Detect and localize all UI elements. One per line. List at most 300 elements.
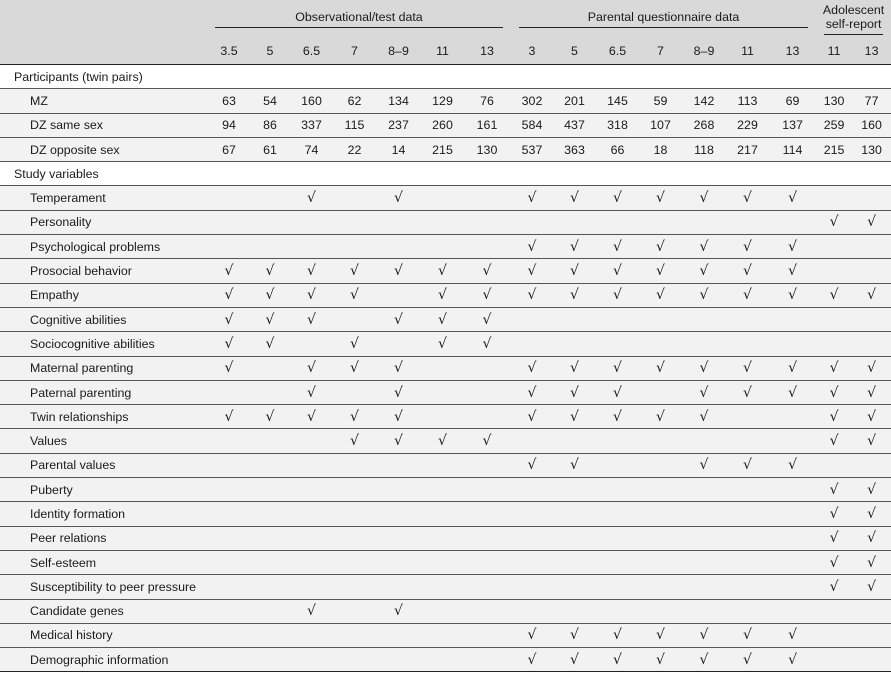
check-cell [334,478,375,502]
check-cell [769,332,816,356]
check-icon: √ [867,554,877,571]
row-label: Personality [0,210,207,234]
check-icon: √ [307,263,316,280]
value-cell: 302 [511,89,553,113]
check-icon: √ [307,603,316,620]
check-icon: √ [743,238,752,255]
check-icon: √ [788,384,797,401]
check-cell [639,526,682,550]
check-icon: √ [867,578,877,595]
check-icon: √ [570,408,579,425]
check-cell [375,307,422,331]
check-cell [463,453,511,477]
check-cell [769,623,816,647]
check-cell [553,405,596,429]
check-icon: √ [699,651,709,668]
check-cell [816,648,852,672]
check-cell [816,575,852,599]
check-cell [251,623,289,647]
check-cell [251,332,289,356]
check-cell [207,405,251,429]
check-cell [422,575,463,599]
check-cell [289,283,334,307]
row-label: Candidate genes [0,599,207,623]
check-icon: √ [613,263,622,280]
row-label: Puberty [0,478,207,502]
age-header: 13 [864,44,879,58]
check-cell [852,186,891,210]
check-icon: √ [394,408,403,425]
value-cell: 129 [422,89,463,113]
check-icon: √ [527,360,537,377]
check-cell [682,210,726,234]
check-cell [682,502,726,526]
check-cell [553,478,596,502]
check-icon: √ [829,360,839,377]
check-cell [511,259,553,283]
value-cell: 63 [207,89,251,113]
row-label: MZ [0,89,207,113]
age-header: 7 [657,44,664,58]
check-cell [726,478,769,502]
group-header-self-report [816,0,891,38]
check-icon: √ [570,651,579,668]
value-cell: 217 [726,137,769,161]
check-cell [511,648,553,672]
check-icon: √ [613,408,622,425]
value-cell: 18 [639,137,682,161]
check-cell [422,648,463,672]
check-cell [289,478,334,502]
table-row [0,137,891,161]
check-icon: √ [788,651,797,668]
check-cell [289,356,334,380]
check-cell [375,623,422,647]
row-label: Prosocial behavior [0,259,207,283]
check-cell [726,623,769,647]
check-cell [251,235,289,259]
value-cell: 86 [251,113,289,137]
check-cell [511,526,553,550]
check-cell [726,599,769,623]
value-cell: 69 [769,89,816,113]
check-cell [596,307,639,331]
check-cell [334,648,375,672]
check-cell [639,478,682,502]
check-icon: √ [656,360,665,377]
check-cell [553,332,596,356]
check-cell [334,526,375,550]
age-row-label [0,38,207,65]
group-header-parental [511,0,816,38]
check-cell [682,283,726,307]
check-cell [289,210,334,234]
check-icon: √ [224,263,234,280]
check-cell [596,405,639,429]
value-cell: 14 [375,137,422,161]
check-cell [289,623,334,647]
check-cell [463,210,511,234]
row-label: Temperament [0,186,207,210]
check-cell [726,235,769,259]
check-cell [375,502,422,526]
value-cell: 268 [682,113,726,137]
age-header: 3.5 [220,44,238,58]
check-cell [207,210,251,234]
check-icon: √ [570,238,579,255]
check-icon: √ [699,384,709,401]
check-cell [682,648,726,672]
check-cell [726,648,769,672]
check-cell [289,429,334,453]
check-cell [334,307,375,331]
check-cell [251,575,289,599]
table-row [0,89,891,113]
check-cell [289,526,334,550]
check-icon: √ [867,433,877,450]
check-cell [207,526,251,550]
value-cell: 74 [289,137,334,161]
check-cell [375,648,422,672]
check-cell [511,356,553,380]
check-cell [422,478,463,502]
check-cell [422,283,463,307]
table-row [0,526,891,550]
check-icon: √ [350,360,359,377]
check-cell [251,210,289,234]
age-header: 8–9 [388,44,409,58]
check-cell [596,259,639,283]
check-cell [553,575,596,599]
check-cell [463,526,511,550]
value-cell: 215 [816,137,852,161]
check-cell [596,526,639,550]
check-cell [207,307,251,331]
check-cell [422,235,463,259]
check-cell [375,405,422,429]
row-label: Psychological problems [0,235,207,259]
check-cell [639,648,682,672]
check-icon: √ [829,481,839,498]
check-cell [816,356,852,380]
check-cell [375,186,422,210]
check-icon: √ [656,238,665,255]
check-cell [207,575,251,599]
check-icon: √ [438,263,447,280]
check-cell [289,648,334,672]
check-cell [682,623,726,647]
check-cell [289,332,334,356]
check-cell [422,502,463,526]
check-cell [816,307,852,331]
check-cell [207,380,251,404]
table-row [0,453,891,477]
check-icon: √ [788,263,797,280]
check-cell [375,235,422,259]
check-cell [682,405,726,429]
check-cell [852,332,891,356]
check-cell [334,623,375,647]
check-cell [375,478,422,502]
check-cell [852,599,891,623]
check-icon: √ [788,627,797,644]
check-cell [769,356,816,380]
value-cell: 337 [289,113,334,137]
check-icon: √ [482,263,492,280]
check-icon: √ [527,457,537,474]
check-cell [207,186,251,210]
check-cell [463,332,511,356]
check-cell [463,259,511,283]
check-cell [596,356,639,380]
check-cell [251,502,289,526]
value-cell: 437 [553,113,596,137]
table-row [0,356,891,380]
check-cell [816,210,852,234]
check-cell [511,453,553,477]
check-cell [682,380,726,404]
check-cell [682,186,726,210]
check-icon: √ [350,287,359,304]
check-cell [682,259,726,283]
check-cell [816,186,852,210]
check-cell [289,259,334,283]
check-icon: √ [394,433,403,450]
check-cell [852,235,891,259]
check-icon: √ [829,214,839,231]
check-cell [334,599,375,623]
check-icon: √ [656,408,665,425]
check-cell [422,550,463,574]
row-label: DZ opposite sex [0,137,207,161]
check-cell [726,453,769,477]
check-cell [726,405,769,429]
check-icon: √ [829,287,839,304]
check-cell [207,453,251,477]
check-cell [726,575,769,599]
check-icon: √ [613,360,622,377]
check-icon: √ [743,263,752,280]
check-cell [422,332,463,356]
check-cell [852,648,891,672]
check-icon: √ [307,287,316,304]
check-cell [769,235,816,259]
value-cell: 137 [769,113,816,137]
value-cell: 160 [852,113,891,137]
row-label: Demographic information [0,648,207,672]
check-cell [251,453,289,477]
check-icon: √ [527,384,537,401]
check-cell [511,502,553,526]
check-icon: √ [394,603,403,620]
check-icon: √ [394,384,403,401]
check-cell [511,380,553,404]
check-icon: √ [527,263,537,280]
age-header: 6.5 [608,44,627,58]
check-cell [852,453,891,477]
check-cell [422,259,463,283]
value-cell: 94 [207,113,251,137]
check-icon: √ [867,360,877,377]
check-icon: √ [570,287,579,304]
check-icon: √ [482,335,492,352]
value-cell: 318 [596,113,639,137]
check-icon: √ [224,287,234,304]
check-cell [553,210,596,234]
value-cell: 160 [289,89,334,113]
check-cell [726,186,769,210]
table-body [0,65,891,672]
check-cell [422,453,463,477]
check-cell [726,502,769,526]
check-cell [639,332,682,356]
table-row [0,113,891,137]
age-header: 8–9 [693,44,715,58]
check-cell [816,429,852,453]
value-cell: 130 [816,89,852,113]
check-cell [463,623,511,647]
check-cell [816,623,852,647]
check-cell [207,478,251,502]
value-cell: 114 [769,137,816,161]
check-cell [852,623,891,647]
row-label: Peer relations [0,526,207,550]
value-cell: 76 [463,89,511,113]
check-cell [375,380,422,404]
check-cell [553,429,596,453]
check-icon: √ [438,335,447,352]
value-cell: 142 [682,89,726,113]
check-cell [334,405,375,429]
age-header: 13 [785,44,800,58]
check-cell [639,502,682,526]
check-cell [852,429,891,453]
check-cell [334,502,375,526]
check-cell [334,186,375,210]
check-cell [852,380,891,404]
check-icon: √ [570,360,579,377]
check-icon: √ [613,287,622,304]
check-cell [511,599,553,623]
check-cell [207,502,251,526]
check-cell [726,210,769,234]
check-cell [682,332,726,356]
check-icon: √ [394,190,403,207]
check-cell [463,235,511,259]
check-icon: √ [829,505,839,522]
check-cell [511,235,553,259]
check-icon: √ [788,457,797,474]
row-label: Sociocognitive abilities [0,332,207,356]
check-icon: √ [699,287,709,304]
check-cell [639,599,682,623]
check-cell [553,502,596,526]
check-cell [596,186,639,210]
check-icon: √ [265,335,275,352]
row-label: Parental values [0,453,207,477]
check-icon: √ [394,263,403,280]
value-cell: 259 [816,113,852,137]
check-icon: √ [350,263,359,280]
row-label: Maternal parenting [0,356,207,380]
check-cell [852,478,891,502]
table-row [0,332,891,356]
group-label-line1: Adolescent [822,3,885,17]
value-cell: 22 [334,137,375,161]
check-cell [251,307,289,331]
table-row [0,478,891,502]
value-cell: 229 [726,113,769,137]
age-header: 11 [741,44,754,58]
check-icon: √ [307,311,316,328]
check-cell [769,186,816,210]
check-icon: √ [699,627,709,644]
check-icon: √ [265,263,275,280]
group-rule [215,27,503,28]
check-cell [207,429,251,453]
check-cell [289,502,334,526]
check-cell [769,405,816,429]
check-cell [639,623,682,647]
check-cell [852,575,891,599]
check-cell [251,283,289,307]
value-cell: 62 [334,89,375,113]
table-row [0,623,891,647]
check-cell [596,210,639,234]
value-cell: 66 [596,137,639,161]
value-cell: 61 [251,137,289,161]
check-icon: √ [867,214,877,231]
check-cell [207,648,251,672]
check-cell [251,599,289,623]
check-cell [463,502,511,526]
check-cell [289,575,334,599]
check-cell [251,259,289,283]
row-label: Twin relationships [0,405,207,429]
check-cell [852,307,891,331]
table-row [0,502,891,526]
age-header: 3 [528,44,536,58]
check-icon: √ [656,190,665,207]
check-cell [422,380,463,404]
age-header: 5 [266,44,274,58]
age-header-row [0,38,891,65]
check-cell [289,307,334,331]
check-cell [639,575,682,599]
check-icon: √ [482,311,492,328]
check-cell [422,356,463,380]
check-cell [207,235,251,259]
table-row [0,283,891,307]
check-cell [289,186,334,210]
check-icon: √ [394,311,403,328]
check-cell [769,575,816,599]
check-cell [463,356,511,380]
check-cell [553,356,596,380]
check-icon: √ [867,287,877,304]
check-cell [726,380,769,404]
check-cell [682,453,726,477]
check-cell [596,575,639,599]
check-cell [769,453,816,477]
value-cell: 107 [639,113,682,137]
value-cell: 584 [511,113,553,137]
value-cell: 237 [375,113,422,137]
check-cell [463,283,511,307]
age-header: 11 [436,44,449,58]
check-cell [422,623,463,647]
check-cell [375,526,422,550]
